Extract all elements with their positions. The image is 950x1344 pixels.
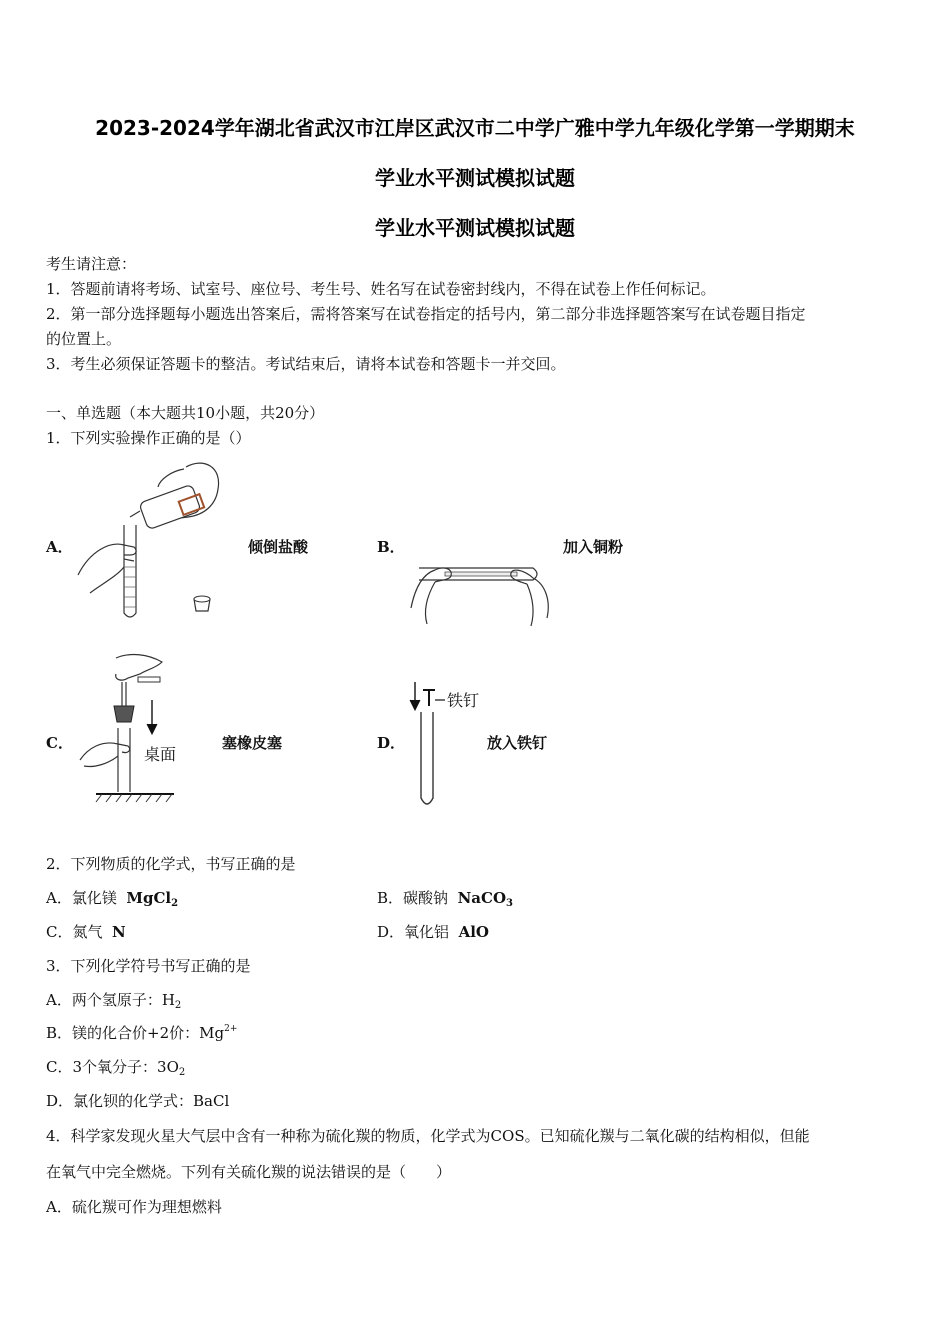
q3-option-b[interactable] xyxy=(46,1022,237,1043)
q1-stem: 1．下列实验操作正确的是（） xyxy=(46,429,251,447)
section-heading: 一、单选题（本大题共10小题，共20分） xyxy=(46,404,325,422)
q1-option-b-caption: 加入铜粉 xyxy=(563,538,624,556)
pouring-acid-figure xyxy=(76,455,226,625)
q2-option-a-subscript: 2 xyxy=(171,898,179,909)
q3-option-b-superscript: 2+ xyxy=(224,1024,238,1034)
notice-item-2: 2．第一部分选择题每小题选出答案后，需将答案写在试卷指定的括号内，第二部分非选择题答案写在试卷题目指定 xyxy=(46,305,806,323)
q1-option-b-label[interactable]: B． xyxy=(377,538,405,556)
q1-option-c-label[interactable]: C． xyxy=(46,734,73,752)
inserting-stopper-figure xyxy=(78,652,178,807)
q1-option-a-label[interactable]: A． xyxy=(46,538,73,556)
q3-option-b-text: B．镁的化合价+2价：Mg xyxy=(46,1024,225,1042)
q2-option-c[interactable] xyxy=(46,921,126,942)
q2-option-c-formula: N xyxy=(112,923,126,941)
q2-option-b[interactable] xyxy=(377,887,513,909)
q1-option-c-caption: 塞橡皮塞 xyxy=(222,734,283,752)
q3-option-d[interactable] xyxy=(46,1090,229,1111)
q2-option-a-formula: MgCl xyxy=(126,889,172,907)
desk-label: 桌面 xyxy=(144,745,177,764)
exam-title-line-3: 学业水平测试模拟试题 xyxy=(375,216,575,240)
q2-option-d-formula: AlO xyxy=(458,923,489,941)
q1-option-d-label[interactable]: D． xyxy=(377,734,406,752)
q2-stem: 2．下列物质的化学式，书写正确的是 xyxy=(46,855,296,873)
notice-item-2-cont: 的位置上。 xyxy=(46,330,122,348)
q3-option-c-subscript: 2 xyxy=(178,1067,186,1078)
notice-item-1: 1．答题前请将考场、试室号、座位号、考生号、姓名写在试卷密封线内，不得在试卷上作任何标记。 xyxy=(46,280,716,298)
q1-option-a-caption: 倾倒盐酸 xyxy=(248,538,309,556)
q3-option-a-subscript: 2 xyxy=(174,1000,182,1011)
exam-title-line-1: 2023-2024学年湖北省武汉市江岸区武汉市二中学广雅中学九年级化学第一学期期末 xyxy=(95,116,855,140)
q2-option-a-label: A．氯化镁 xyxy=(46,889,117,907)
exam-title-line-2: 学业水平测试模拟试题 xyxy=(375,166,575,190)
q2-option-d-label: D．氧化铝 xyxy=(377,923,450,941)
q4-stem-line-1: 4．科学家发现火星大气层中含有一种称为硫化羰的物质，化学式为COS。已知硫化羰与二氧化碳的结构相似，但能 xyxy=(46,1127,810,1145)
notice-item-3: 3．考生必须保证答题卡的整洁。考试结束后，请将本试卷和答题卡一并交回。 xyxy=(46,355,566,373)
q3-stem: 3．下列化学符号书写正确的是 xyxy=(46,957,251,975)
q1-option-d-caption: 放入铁钉 xyxy=(487,734,548,752)
q2-option-b-subscript: 3 xyxy=(506,898,513,909)
iron-nail-label: 铁钉 xyxy=(447,691,480,710)
q3-option-c[interactable] xyxy=(46,1056,185,1078)
q2-option-a[interactable] xyxy=(46,887,178,909)
q3-option-a-text: A．两个氢原子：H xyxy=(46,991,175,1009)
adding-iron-nail-figure xyxy=(405,678,485,813)
q2-option-c-label: C．氮气 xyxy=(46,923,103,941)
adding-copper-figure xyxy=(405,548,555,628)
q4-stem-line-2: 在氧气中完全燃烧。下列有关硫化羰的说法错误的是（ ） xyxy=(46,1163,452,1181)
q4-option-a[interactable]: A．硫化羰可作为理想燃料 xyxy=(46,1198,222,1216)
q3-option-a[interactable] xyxy=(46,989,181,1011)
notice-heading: 考生请注意： xyxy=(46,255,137,273)
q3-option-c-text: C．3个氧分子：3O xyxy=(46,1058,179,1076)
q2-option-b-label: B．碳酸钠 xyxy=(377,889,449,907)
q3-option-d-text: D．氯化钡的化学式：BaCl xyxy=(46,1092,230,1110)
q2-option-b-formula: NaCO xyxy=(457,889,507,907)
q2-option-d[interactable] xyxy=(377,921,489,942)
